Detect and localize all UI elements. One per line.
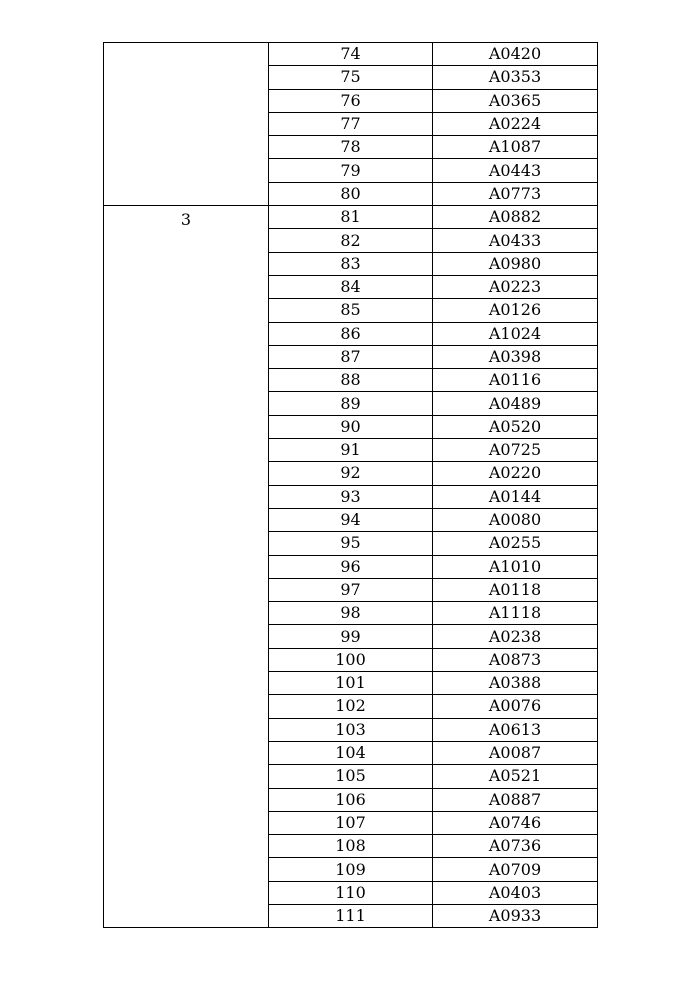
code-cell: A0353	[433, 66, 598, 89]
number-cell: 92	[269, 462, 433, 485]
document-table-container	[103, 42, 597, 928]
number-cell: 111	[269, 904, 433, 927]
number-cell: 108	[269, 835, 433, 858]
code-cell: A1024	[433, 322, 598, 345]
code-cell: A0746	[433, 811, 598, 834]
code-cell: A1087	[433, 136, 598, 159]
number-cell: 83	[269, 252, 433, 275]
code-cell: A0980	[433, 252, 598, 275]
number-cell: 84	[269, 275, 433, 298]
number-cell: 91	[269, 439, 433, 462]
number-cell: 109	[269, 858, 433, 881]
code-cell: A0224	[433, 112, 598, 135]
code-cell: A0076	[433, 695, 598, 718]
number-cell: 102	[269, 695, 433, 718]
code-cell: A0080	[433, 508, 598, 531]
code-cell: A0736	[433, 835, 598, 858]
code-cell: A0873	[433, 648, 598, 671]
code-cell: A0433	[433, 229, 598, 252]
number-cell: 105	[269, 765, 433, 788]
code-cell: A0126	[433, 299, 598, 322]
number-cell: 107	[269, 811, 433, 834]
code-cell: A0520	[433, 415, 598, 438]
table-row	[104, 43, 598, 66]
code-table	[103, 42, 598, 928]
code-cell: A0255	[433, 532, 598, 555]
code-cell: A0489	[433, 392, 598, 415]
code-cell: A0933	[433, 904, 598, 927]
group-label-cell: 3	[104, 206, 269, 928]
number-cell: 74	[269, 43, 433, 66]
code-cell: A0116	[433, 369, 598, 392]
code-cell: A0773	[433, 182, 598, 205]
number-cell: 87	[269, 345, 433, 368]
code-cell: A0725	[433, 439, 598, 462]
code-cell: A0443	[433, 159, 598, 182]
number-cell: 85	[269, 299, 433, 322]
number-cell: 80	[269, 182, 433, 205]
number-cell: 79	[269, 159, 433, 182]
number-cell: 100	[269, 648, 433, 671]
number-cell: 101	[269, 672, 433, 695]
group-label-cell	[104, 43, 269, 206]
number-cell: 76	[269, 89, 433, 112]
number-cell: 86	[269, 322, 433, 345]
number-cell: 110	[269, 881, 433, 904]
code-cell: A0365	[433, 89, 598, 112]
code-cell: A1010	[433, 555, 598, 578]
code-cell: A0882	[433, 206, 598, 229]
number-cell: 89	[269, 392, 433, 415]
number-cell: 81	[269, 206, 433, 229]
code-cell: A0521	[433, 765, 598, 788]
number-cell: 98	[269, 602, 433, 625]
number-cell: 78	[269, 136, 433, 159]
code-cell: A0887	[433, 788, 598, 811]
code-cell: A0388	[433, 672, 598, 695]
code-cell: A0238	[433, 625, 598, 648]
code-cell: A0118	[433, 578, 598, 601]
number-cell: 104	[269, 741, 433, 764]
number-cell: 94	[269, 508, 433, 531]
code-cell: A0709	[433, 858, 598, 881]
number-cell: 95	[269, 532, 433, 555]
code-cell: A0398	[433, 345, 598, 368]
number-cell: 77	[269, 112, 433, 135]
number-cell: 93	[269, 485, 433, 508]
number-cell: 99	[269, 625, 433, 648]
number-cell: 90	[269, 415, 433, 438]
code-cell: A0220	[433, 462, 598, 485]
code-cell: A0144	[433, 485, 598, 508]
table-row	[104, 206, 598, 229]
number-cell: 103	[269, 718, 433, 741]
code-table-body	[104, 43, 598, 928]
number-cell: 96	[269, 555, 433, 578]
code-cell: A0087	[433, 741, 598, 764]
number-cell: 97	[269, 578, 433, 601]
code-cell: A1118	[433, 602, 598, 625]
number-cell: 106	[269, 788, 433, 811]
number-cell: 82	[269, 229, 433, 252]
code-cell: A0403	[433, 881, 598, 904]
code-cell: A0420	[433, 43, 598, 66]
code-cell: A0613	[433, 718, 598, 741]
code-cell: A0223	[433, 275, 598, 298]
number-cell: 88	[269, 369, 433, 392]
number-cell: 75	[269, 66, 433, 89]
